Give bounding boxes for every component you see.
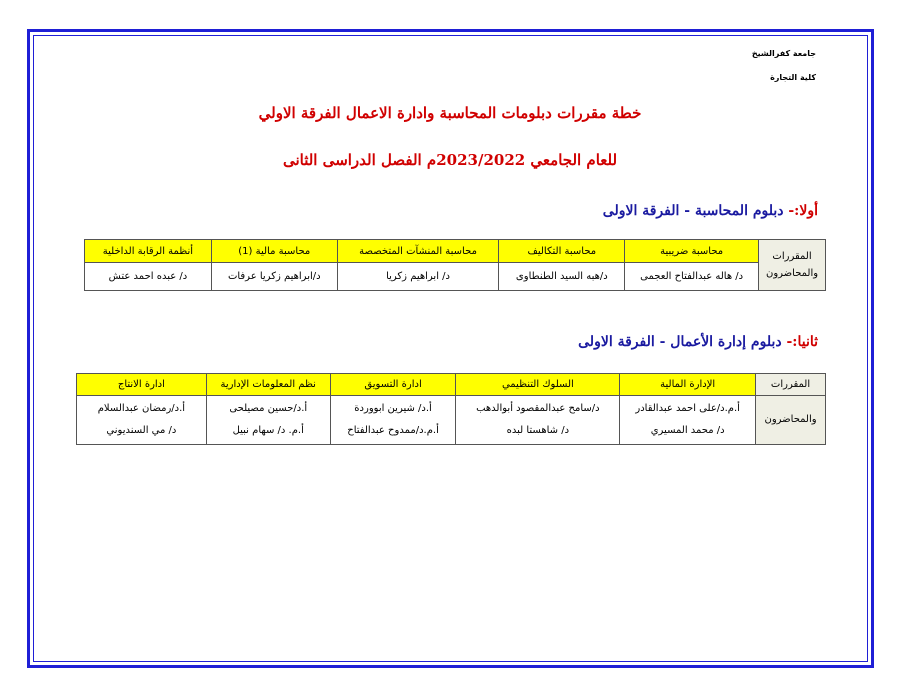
lecturer-name: أ.م. د/ سهام نبيل (232, 425, 304, 436)
lecturer-name: أ.د/رمضان عبدالسلام (97, 403, 186, 414)
course-name: محاسبة التكاليف (499, 240, 625, 263)
university-name: جامعة كفرالشيخ (751, 49, 816, 58)
row-label-courses: المقررات (756, 374, 826, 396)
row-label-cell (759, 240, 826, 291)
business-heading-lead: ثانيا:- (786, 334, 818, 350)
lecturer-name: د/ ابراهيم زكريا (337, 263, 499, 291)
accounting-courses-table (84, 239, 826, 291)
lecturer-name: د/ عبده احمد عتش (85, 263, 212, 291)
table-row (85, 263, 826, 291)
lecturer-name: د/ محمد المسيري (650, 425, 725, 436)
lecturer-name: أ.د/ شيرين ابووردة (354, 403, 432, 414)
row-label-lecturers: والمحاضرون (765, 268, 819, 279)
lecturer-name: د/سامح عبدالمقصود أبوالدهب (476, 403, 600, 414)
course-name: محاسبة المنشآت المتخصصة (337, 240, 499, 263)
business-heading (578, 334, 818, 350)
accounting-heading-lead: أولا:- (788, 203, 818, 219)
accounting-heading-text: دبلوم المحاسبة - الفرقة الاولى (602, 203, 789, 219)
lecturer-name: د/ مي السنديوني (106, 425, 177, 436)
faculty-name: كلية التجارة (770, 73, 816, 82)
course-name: محاسبة مالية (1) (211, 240, 337, 263)
lecturer-name: د/ هاله عبدالفتاح العجمى (625, 263, 759, 291)
document-subtitle: للعام الجامعي 2023/2022م الفصل الدراسى الثانى (282, 151, 618, 169)
lecturer-cell (330, 396, 456, 445)
business-heading-text: دبلوم إدارة الأعمال - الفرقة الاولى (578, 334, 787, 350)
document-title: خطة مقررات دبلومات المحاسبة وادارة الاعمال الفرقة الاولي (258, 104, 642, 122)
accounting-heading (603, 203, 818, 219)
lecturer-name: د/ شاهستا لبده (506, 425, 570, 436)
lecturer-cell (77, 396, 207, 445)
lecturer-name: أ.م.د/ممدوح عبدالفتاح (347, 425, 439, 436)
course-name: نظم المعلومات الإدارية (206, 374, 330, 396)
course-name: ادارة الانتاج (77, 374, 207, 396)
table-row (77, 374, 826, 396)
lecturer-name: د/ابراهيم زكريا عرفات (211, 263, 337, 291)
row-label-courses: المقررات (772, 251, 812, 262)
lecturer-cell (620, 396, 756, 445)
course-name: ادارة التسويق (330, 374, 456, 396)
business-courses-table (76, 373, 826, 445)
course-name: أنظمة الرقابة الداخلية (85, 240, 212, 263)
course-name: السلوك التنظيمي (456, 374, 620, 396)
table-row (77, 396, 826, 445)
course-name: محاسبة ضريبية (625, 240, 759, 263)
row-label-lecturers: والمحاضرون (756, 396, 826, 445)
course-name: الإدارة المالية (620, 374, 756, 396)
lecturer-name: د/هبه السيد الطنطاوى (499, 263, 625, 291)
table-row (85, 240, 826, 263)
lecturer-name: أ.م.د/على احمد عبدالقادر (635, 403, 740, 414)
lecturer-cell (206, 396, 330, 445)
lecturer-name: أ.د/حسين مصيلحى (229, 403, 308, 414)
lecturer-cell (456, 396, 620, 445)
